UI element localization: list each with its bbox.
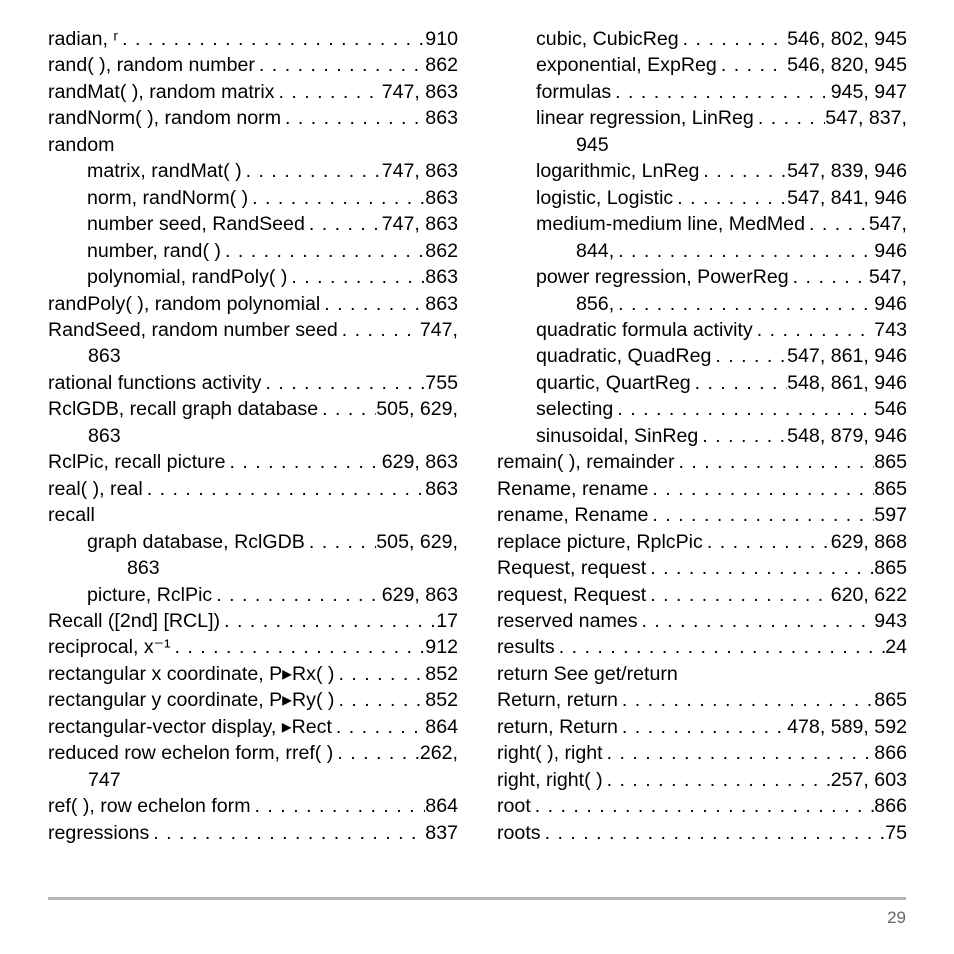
- entry-continuation-line: [536, 238, 907, 264]
- dot-leader: [334, 687, 425, 713]
- entry-page-refs[interactable]: 547, 841, 946: [787, 186, 907, 209]
- entry-line: [48, 79, 458, 105]
- entry-page-refs[interactable]: 863: [425, 107, 458, 130]
- entry-page-refs[interactable]: 747, 863: [381, 80, 458, 103]
- entry-line: [87, 158, 458, 184]
- dot-leader: [305, 529, 376, 555]
- entry-line: [536, 52, 907, 78]
- entry-page-refs[interactable]: 629, 863: [381, 451, 458, 474]
- entry-line: [48, 740, 458, 766]
- index-entry: [497, 502, 907, 528]
- dot-leader: [603, 740, 875, 766]
- entry-term: quadratic, QuadReg: [536, 345, 712, 368]
- entry-line: [536, 396, 907, 422]
- entry-term: logistic, Logistic: [536, 186, 674, 209]
- entry-term: picture, RclPic: [87, 583, 213, 606]
- index-entry: [48, 687, 458, 713]
- entry-page-refs[interactable]: 852: [425, 662, 458, 685]
- entry-line: [87, 238, 458, 264]
- dot-leader: [333, 740, 420, 766]
- entry-term: RandSeed, random number seed: [48, 318, 338, 341]
- entry-term: rectangular-vector display, ▸Rect: [48, 715, 332, 738]
- entry-term: linear regression, LinReg: [536, 107, 754, 130]
- entry-line: [48, 132, 458, 158]
- entry-line: [497, 555, 907, 581]
- entry-line: [48, 105, 458, 131]
- entry-page-refs[interactable]: 547, 839, 946: [787, 160, 907, 183]
- entry-continuation-line: [536, 291, 907, 317]
- entry-page-refs[interactable]: 24: [885, 636, 907, 659]
- entry-page-refs[interactable]: 865: [874, 689, 907, 712]
- entry-line: [497, 714, 907, 740]
- index-subentry: [497, 26, 907, 52]
- entry-line: [497, 449, 907, 475]
- dot-leader: [613, 396, 874, 422]
- entry-line: [87, 264, 458, 290]
- entry-term: right, right( ): [497, 768, 603, 791]
- entry-term: regressions: [48, 821, 150, 844]
- index-subentry: [497, 52, 907, 78]
- entry-page-refs[interactable]: 75: [885, 821, 907, 844]
- dot-leader: [221, 238, 425, 264]
- entry-term: reserved names: [497, 609, 638, 632]
- entry-term: 863: [127, 557, 160, 580]
- index-entry: [48, 793, 458, 819]
- entry-page-refs[interactable]: 865: [874, 451, 907, 474]
- entry-term: selecting: [536, 398, 614, 421]
- index-entry: [48, 52, 458, 78]
- dot-leader: [691, 370, 787, 396]
- entry-term: formulas: [536, 80, 612, 103]
- entry-continuation-line: [48, 767, 458, 793]
- index-subentry: [497, 396, 907, 422]
- index-entry: [497, 820, 907, 846]
- entry-line: [536, 343, 907, 369]
- entry-line: [497, 661, 907, 687]
- dot-leader: [648, 476, 874, 502]
- dot-leader: [255, 52, 425, 78]
- index-entry: [497, 793, 907, 819]
- index-entry: [48, 291, 458, 317]
- index-entry: [497, 634, 907, 660]
- page-number: 29: [887, 908, 906, 927]
- dot-leader: [305, 211, 382, 237]
- entry-term: randMat( ), random matrix: [48, 80, 275, 103]
- entry-term: right( ), right: [497, 742, 603, 765]
- index-entry: [497, 767, 907, 793]
- entry-continuation-line: [87, 555, 458, 581]
- dot-leader: [805, 211, 869, 237]
- dot-leader: [143, 476, 426, 502]
- entry-line: [48, 820, 458, 846]
- entry-line: [48, 291, 458, 317]
- entry-term: 945: [576, 133, 609, 156]
- entry-line: [497, 634, 907, 660]
- index-subentry: [48, 211, 458, 237]
- entry-line: [48, 634, 458, 660]
- index-subentry: [48, 264, 458, 290]
- entry-term: return, Return: [497, 715, 618, 738]
- entry-term: rename, Rename: [497, 504, 649, 527]
- entry-continuation-line: [48, 423, 458, 449]
- entry-line: [536, 158, 907, 184]
- entry-term: sinusoidal, SinReg: [536, 424, 699, 447]
- entry-page-refs[interactable]: 862: [425, 239, 458, 262]
- entry-page-refs[interactable]: 912: [425, 636, 458, 659]
- entry-term: return See get/return: [497, 662, 678, 685]
- index-entry: [497, 608, 907, 634]
- dot-leader: [603, 767, 831, 793]
- entry-page-refs[interactable]: 864: [425, 715, 458, 738]
- entry-term: RclPic, recall picture: [48, 451, 226, 474]
- entry-page-refs[interactable]: 747, 863: [381, 160, 458, 183]
- dot-leader: [614, 238, 874, 264]
- entry-page-refs[interactable]: 865: [874, 557, 907, 580]
- entry-term: matrix, randMat( ): [87, 160, 242, 183]
- entry-line: [536, 317, 907, 343]
- footer-rule: [48, 897, 906, 900]
- entry-term: logarithmic, LnReg: [536, 160, 700, 183]
- dot-leader: [754, 105, 825, 131]
- entry-line: [497, 476, 907, 502]
- entry-term: randNorm( ), random norm: [48, 107, 282, 130]
- dot-leader: [614, 291, 874, 317]
- entry-term: real( ), real: [48, 477, 143, 500]
- entry-line: [536, 79, 907, 105]
- index-entry: [48, 740, 458, 793]
- dot-leader: [717, 52, 787, 78]
- dot-leader: [334, 661, 425, 687]
- entry-term: request, Request: [497, 583, 647, 606]
- dot-leader: [648, 502, 874, 528]
- dot-leader: [541, 820, 886, 846]
- index-entry: [48, 476, 458, 502]
- index-entry: [48, 449, 458, 475]
- dot-leader: [287, 264, 425, 290]
- index-subentry: [497, 423, 907, 449]
- entry-term: Recall ([2nd] [RCL]): [48, 609, 221, 632]
- entry-page-refs[interactable]: 546, 802, 945: [787, 28, 907, 50]
- dot-leader: [332, 714, 425, 740]
- dot-leader: [338, 317, 420, 343]
- entry-line: [48, 370, 458, 396]
- index-entry: [48, 820, 458, 846]
- entry-page-refs[interactable]: 864: [425, 795, 458, 818]
- index-subentry: [497, 370, 907, 396]
- entry-page-refs[interactable]: 548, 861, 946: [787, 371, 907, 394]
- dot-leader: [281, 105, 425, 131]
- dot-leader: [646, 555, 874, 581]
- entry-term: reduced row echelon form, rref( ): [48, 742, 334, 765]
- entry-line: [48, 502, 458, 528]
- entry-page-refs[interactable]: 943: [874, 609, 907, 632]
- entry-line: [536, 264, 907, 290]
- entry-term: replace picture, RplcPic: [497, 530, 703, 553]
- index-entry: [48, 26, 458, 52]
- index-subentry: [48, 529, 458, 582]
- entry-line: [48, 26, 458, 52]
- index-entry: [497, 740, 907, 766]
- entry-line: [48, 317, 458, 343]
- index-entry: [48, 634, 458, 660]
- entry-term: 747: [88, 768, 121, 791]
- entry-line: [87, 582, 458, 608]
- dot-leader: [225, 449, 381, 475]
- index-subentry: [497, 211, 907, 264]
- entry-page-refs[interactable]: 863: [425, 186, 458, 209]
- index-entry: [48, 370, 458, 396]
- dot-leader: [149, 820, 425, 846]
- entry-term: medium-medium line, MedMed: [536, 213, 805, 236]
- dot-leader: [274, 79, 381, 105]
- entry-page-refs[interactable]: 755: [425, 371, 458, 394]
- entry-page-refs[interactable]: 743: [874, 318, 907, 341]
- entry-term: norm, randNorm( ): [87, 186, 249, 209]
- index-entry: [48, 714, 458, 740]
- entry-term: recall: [48, 504, 95, 527]
- entry-term: graph database, RclGDB: [87, 530, 305, 553]
- entry-page-refs[interactable]: 17: [436, 609, 458, 632]
- index-subentry: [497, 317, 907, 343]
- index-entry: [497, 529, 907, 555]
- index-entry: [497, 582, 907, 608]
- entry-term: 856,: [576, 292, 615, 315]
- entry-page-refs[interactable]: 257, 603: [830, 768, 907, 791]
- dot-leader: [618, 714, 787, 740]
- index-entry: [48, 105, 458, 131]
- dot-leader: [638, 608, 875, 634]
- entry-page-refs[interactable]: 946: [874, 239, 907, 262]
- index-subentry: [497, 264, 907, 317]
- entry-line: [48, 714, 458, 740]
- dot-leader: [118, 26, 425, 52]
- entry-line: [48, 608, 458, 634]
- entry-page-refs[interactable]: 620, 622: [830, 583, 907, 606]
- index-subentry: [497, 158, 907, 184]
- entry-line: [497, 820, 907, 846]
- index-entry: [497, 555, 907, 581]
- entry-line: [536, 26, 907, 52]
- entry-term: rectangular x coordinate, P▸Rx( ): [48, 662, 335, 685]
- dot-leader: [703, 529, 831, 555]
- entry-term: random: [48, 133, 115, 156]
- entry-page-refs[interactable]: 747, 863: [381, 213, 458, 236]
- index-subentry: [48, 582, 458, 608]
- entry-page-refs[interactable]: 852: [425, 689, 458, 712]
- entry-term: 844,: [576, 239, 615, 262]
- entry-term: randPoly( ), random polynomial: [48, 292, 321, 315]
- dot-leader: [698, 423, 787, 449]
- entry-page-refs[interactable]: 863: [425, 266, 458, 289]
- dot-leader: [251, 793, 426, 819]
- entry-term: quartic, QuartReg: [536, 371, 691, 394]
- dot-leader: [711, 343, 787, 369]
- index-subentry: [48, 238, 458, 264]
- dot-leader: [531, 793, 875, 819]
- index-entry: [48, 132, 458, 158]
- entry-page-refs[interactable]: 547, 837,: [825, 107, 907, 130]
- entry-term: results: [497, 636, 555, 659]
- index-entry: [48, 79, 458, 105]
- entry-line: [48, 687, 458, 713]
- index-subentry: [497, 185, 907, 211]
- dot-leader: [679, 26, 787, 52]
- entry-term: Return, return: [497, 689, 618, 712]
- entry-line: [497, 740, 907, 766]
- entry-line: [497, 608, 907, 634]
- entry-page-refs[interactable]: 910: [425, 28, 458, 50]
- dot-leader: [699, 158, 787, 184]
- entry-term: rational functions activity: [48, 371, 262, 394]
- index-subentry: [497, 105, 907, 158]
- index-entry: [497, 661, 907, 687]
- index-right-column: [497, 26, 907, 846]
- entry-line: [48, 793, 458, 819]
- entry-term: roots: [497, 821, 541, 844]
- index-entry: [497, 687, 907, 713]
- index-subentry: [497, 79, 907, 105]
- entry-term: rand( ), random number: [48, 54, 255, 77]
- entry-page-refs[interactable]: 945, 947: [830, 80, 907, 103]
- entry-term: Rename, rename: [497, 477, 649, 500]
- entry-page-refs[interactable]: 262,: [419, 742, 458, 765]
- dot-leader: [212, 582, 382, 608]
- entry-page-refs[interactable]: 505, 629,: [376, 530, 458, 553]
- entry-page-refs[interactable]: 866: [874, 795, 907, 818]
- index-subentry: [48, 185, 458, 211]
- entry-term: power regression, PowerReg: [536, 266, 789, 289]
- entry-line: [536, 423, 907, 449]
- entry-page-refs[interactable]: 747,: [419, 318, 458, 341]
- entry-term: number seed, RandSeed: [87, 213, 305, 236]
- entry-line: [497, 687, 907, 713]
- entry-line: [497, 502, 907, 528]
- entry-term: number, rand( ): [87, 239, 221, 262]
- entry-line: [536, 370, 907, 396]
- entry-term: 863: [88, 424, 121, 447]
- entry-line: [497, 582, 907, 608]
- index-entry: [48, 317, 458, 370]
- entry-page-refs[interactable]: 547, 861, 946: [787, 345, 907, 368]
- index-entry: [48, 502, 458, 528]
- entry-page-refs[interactable]: 862: [425, 54, 458, 77]
- entry-line: [497, 529, 907, 555]
- dot-leader: [248, 185, 425, 211]
- dot-leader: [753, 317, 875, 343]
- entry-continuation-line: [48, 343, 458, 369]
- dot-leader: [673, 185, 787, 211]
- index-subentry: [497, 343, 907, 369]
- dot-leader: [261, 370, 425, 396]
- dot-leader: [555, 634, 885, 660]
- entry-term: remain( ), remainder: [497, 451, 675, 474]
- index-entry: [48, 396, 458, 449]
- index-entry: [48, 608, 458, 634]
- entry-line: [536, 211, 907, 237]
- dot-leader: [318, 396, 376, 422]
- entry-page-refs[interactable]: 946: [874, 292, 907, 315]
- entry-page-refs[interactable]: 866: [874, 742, 907, 765]
- entry-line: [87, 185, 458, 211]
- index-entry: [497, 449, 907, 475]
- entry-page-refs[interactable]: 837: [425, 821, 458, 844]
- entry-page-refs[interactable]: 546: [874, 398, 907, 421]
- dot-leader: [789, 264, 869, 290]
- index-left-column: [48, 26, 458, 846]
- entry-page-refs[interactable]: 863: [425, 292, 458, 315]
- entry-page-refs[interactable]: 478, 589, 592: [787, 715, 907, 738]
- entry-term: RclGDB, recall graph database: [48, 398, 319, 421]
- entry-line: [497, 767, 907, 793]
- entry-term: root: [497, 795, 531, 818]
- entry-page-refs[interactable]: 863: [425, 477, 458, 500]
- dot-leader: [320, 291, 425, 317]
- entry-term: exponential, ExpReg: [536, 54, 717, 77]
- dot-leader: [674, 449, 874, 475]
- dot-leader: [611, 79, 831, 105]
- index-subentry: [48, 158, 458, 184]
- entry-line: [497, 793, 907, 819]
- dot-leader: [220, 608, 436, 634]
- entry-term: radian, ʳ: [48, 28, 119, 50]
- entry-term: 863: [88, 345, 121, 368]
- entry-line: [48, 476, 458, 502]
- entry-line: [48, 661, 458, 687]
- entry-page-refs[interactable]: 597: [874, 504, 907, 527]
- entry-continuation-line: [536, 132, 907, 158]
- entry-line: [48, 52, 458, 78]
- dot-leader: [618, 687, 874, 713]
- dot-leader: [646, 582, 830, 608]
- entry-page-refs[interactable]: 865: [874, 477, 907, 500]
- entry-line: [48, 449, 458, 475]
- entry-term: reciprocal, x⁻¹: [48, 636, 171, 659]
- entry-line: [536, 105, 907, 131]
- entry-page-refs[interactable]: 629, 863: [381, 583, 458, 606]
- entry-line: [536, 185, 907, 211]
- entry-term: ref( ), row echelon form: [48, 795, 251, 818]
- entry-term: quadratic formula activity: [536, 318, 753, 341]
- entry-page-refs[interactable]: 546, 820, 945: [787, 54, 907, 77]
- entry-term: polynomial, randPoly( ): [87, 266, 288, 289]
- entry-page-refs[interactable]: 547,: [868, 266, 907, 289]
- entry-line: [48, 396, 458, 422]
- entry-line: [87, 211, 458, 237]
- entry-line: [87, 529, 458, 555]
- entry-page-refs[interactable]: 505, 629,: [376, 398, 458, 421]
- entry-term: cubic, CubicReg: [536, 28, 679, 50]
- dot-leader: [242, 158, 382, 184]
- entry-page-refs[interactable]: 547,: [868, 213, 907, 236]
- dot-leader: [171, 634, 426, 660]
- index-entry: [48, 661, 458, 687]
- index-entry: [497, 476, 907, 502]
- entry-page-refs[interactable]: 629, 868: [830, 530, 907, 553]
- entry-term: rectangular y coordinate, P▸Ry( ): [48, 689, 335, 712]
- entry-page-refs[interactable]: 548, 879, 946: [787, 424, 907, 447]
- entry-term: Request, request: [497, 557, 647, 580]
- index-entry: [497, 714, 907, 740]
